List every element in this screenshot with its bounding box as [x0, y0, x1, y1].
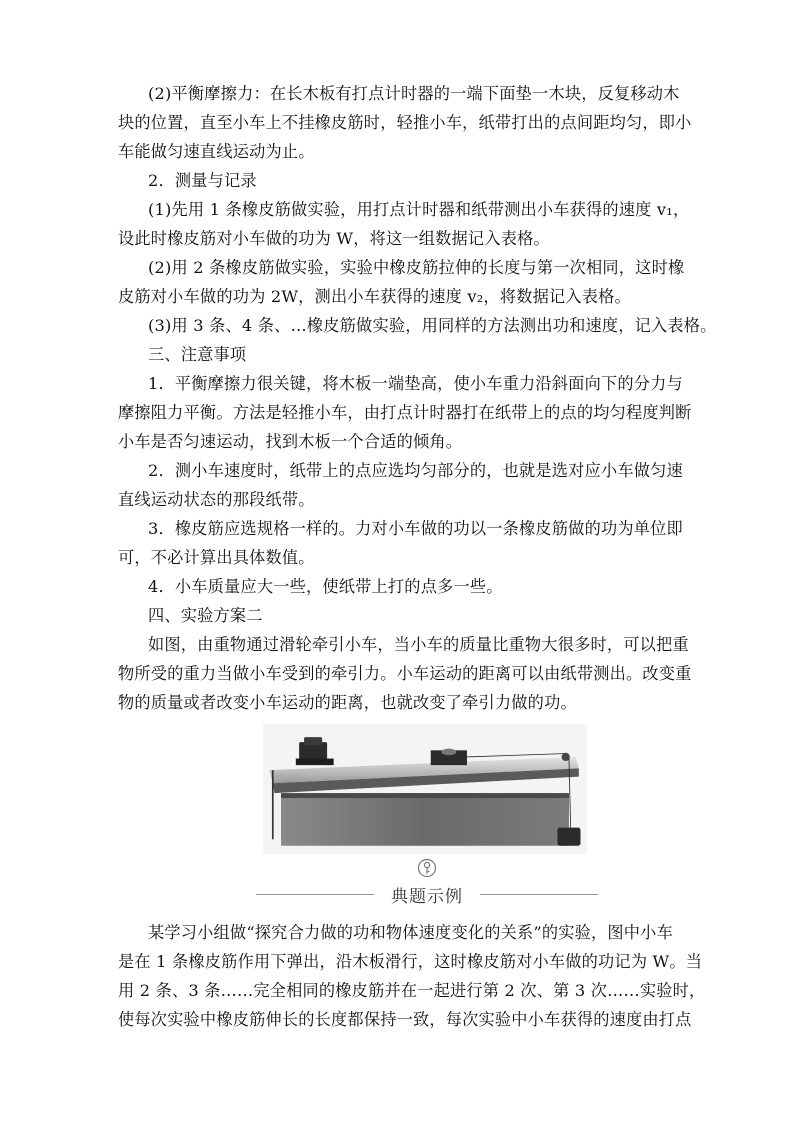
paragraph-line: (2)平衡摩擦力：在长木板有打点计时器的一端下面垫一木块，反复移动木 — [148, 84, 680, 103]
paragraph-line: (2)用 2 条橡皮筋做实验，实验中橡皮筋拉伸的长度与第一次相同，这时橡 — [148, 258, 685, 277]
paragraph-line: 物的质量或者改变小车运动的距离，也就改变了牵引力做的功。 — [118, 693, 577, 712]
paragraph-line: 设此时橡皮筋对小车做的功为 W，将这一组数据记入表格。 — [118, 229, 550, 248]
note-line: 可，不必计算出具体数值。 — [118, 548, 315, 567]
paragraph-line: 皮筋对小车做的功为 2W，测出小车获得的速度 v₂，将数据记入表格。 — [118, 287, 631, 306]
note-line: 摩擦阻力平衡。方法是轻推小车，由打点计时器打在纸带上的点的均匀程度判断 — [118, 403, 692, 422]
note-line: 3．橡皮筋应选规格一样的。力对小车做的功以一条橡皮筋做的功为单位即 — [148, 519, 683, 538]
apparatus-figure — [228, 724, 622, 854]
paragraph-line: (1)先用 1 条橡皮筋做实验，用打点计时器和纸带测出小车获得的速度 v₁， — [148, 200, 690, 219]
paragraph-line: (3)用 3 条、4 条、…橡皮筋做实验，用同样的方法测出功和速度，记入表格。 — [148, 316, 717, 335]
section-header — [256, 858, 598, 908]
note-line: 1．平衡摩擦力很关键，将木板一端垫高，使小车重力沿斜面向下的分力与 — [148, 374, 683, 393]
example-line: 用 2 条、3 条……完全相同的橡皮筋并在一起进行第 2 次、第 3 次……实验时， — [118, 981, 706, 1000]
paragraph-line: 如图，由重物通过滑轮牵引小车，当小车的质量比重物大很多时，可以把重 — [148, 635, 689, 654]
section-heading: 2．测量与记录 — [148, 171, 257, 190]
note-line: 4．小车质量应大一些，使纸带上打的点多一些。 — [148, 577, 503, 596]
section-heading: 三、注意事项 — [148, 345, 247, 364]
note-line: 小车是否匀速运动，找到木板一个合适的倾角。 — [118, 432, 463, 451]
example-line: 是在 1 条橡皮筋作用下弹出，沿木板滑行，这时橡皮筋对小车做的功记为 W。当 — [118, 952, 703, 971]
paragraph-line: 车能做匀速直线运动为止。 — [118, 142, 315, 161]
section-heading: 四、实验方案二 — [148, 606, 263, 625]
key-icon — [417, 858, 437, 878]
note-line: 2．测小车速度时，纸带上的点应选均匀部分的，也就是选对应小车做匀速 — [148, 461, 683, 480]
paragraph-line: 块的位置，直至小车上不挂橡皮筋时，轻推小车，纸带打出的点间距均匀，即小 — [118, 113, 692, 132]
section-title: 典题示例 — [391, 887, 463, 907]
header-rule-right — [480, 894, 598, 895]
note-line: 直线运动状态的那段纸带。 — [118, 490, 315, 509]
example-line: 使每次实验中橡皮筋伸长的长度都保持一致，每次实验中小车获得的速度由打点 — [118, 1010, 692, 1029]
paragraph-line: 物所受的重力当做小车受到的牵引力。小车运动的距离可以由纸带测出。改变重 — [118, 664, 692, 683]
example-line: 某学习小组做“探究合力做的功和物体速度变化的关系”的实验，图中小车 — [148, 923, 673, 942]
